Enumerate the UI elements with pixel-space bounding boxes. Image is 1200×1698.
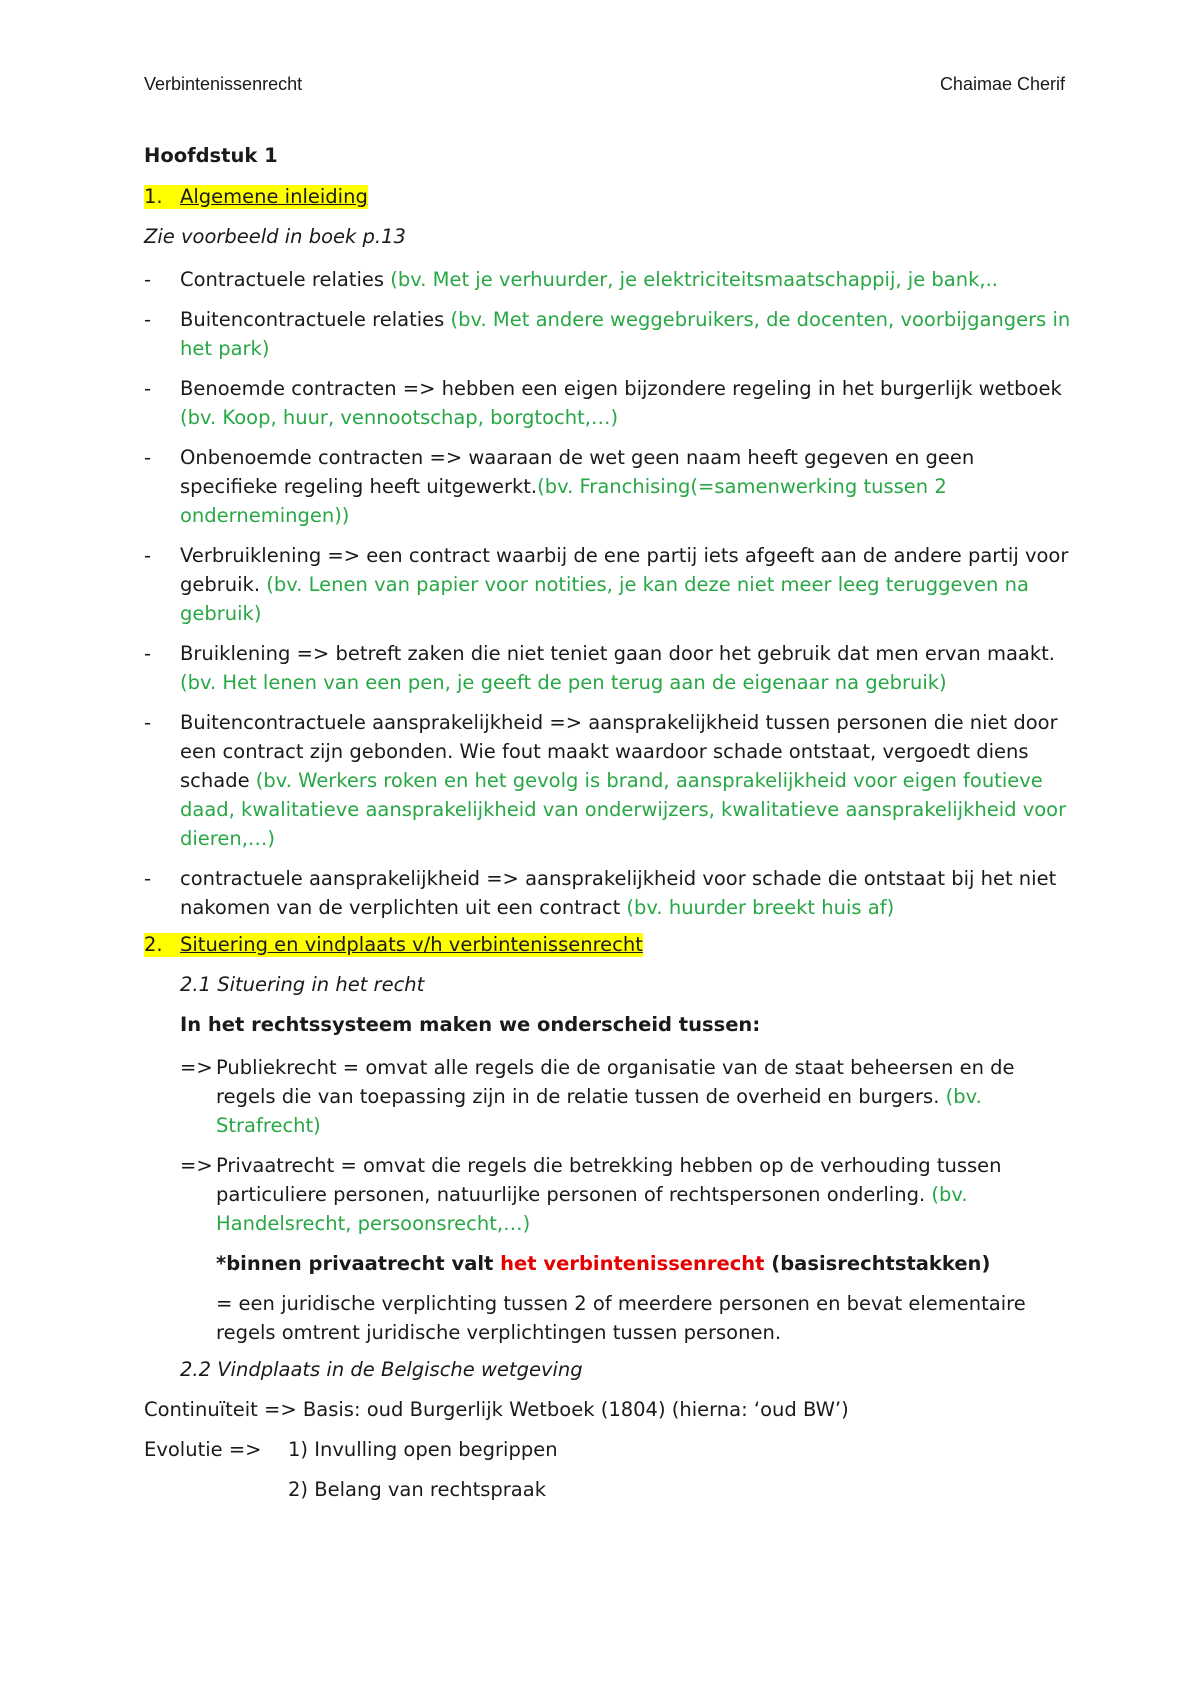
list-item-example: (bv. Werkers roken en het gevolg is brand, aansprakelijkheid voor eigen foutieve daad, kwalitatieve aansprakelijkheid van onderwijzers, kwalitatieve aansprakelijkheid voor dieren,…) [180,769,1067,850]
page-header [144,74,1065,95]
section-2-number: 2. [144,933,180,957]
list-item [144,708,1074,853]
section-1-title: Algemene inleiding [180,185,368,208]
obligation-definition: = een juridische verplichting tussen 2 of meerdere personen en bevat elementaire regels omtrent juridische verplichtingen tussen personen. [216,1292,1026,1344]
public-law-example: (bv. Strafrecht) [216,1085,982,1137]
section-2-heading [144,933,1074,957]
subsection-2-1-title: 2.1 Situering in het recht [180,973,425,996]
obligations-law-note [216,1249,1074,1278]
list-bullet: - [144,867,152,890]
arrow-marker: => [180,1056,213,1079]
private-law-text: Privaatrecht = omvat die regels die betrekking hebben op de verhouding tussen particuliere personen, natuurlijke personen of rechtspersonen onderling. [216,1154,1002,1206]
list-item-example: (bv. Lenen van papier voor notities, je kan deze niet meer leeg teruggeven na gebruik) [180,573,1029,625]
list-item [144,443,1074,530]
section-1-heading [144,185,1074,209]
section-2-title: Situering en vindplaats v/h verbintenissenrecht [180,933,643,956]
private-law-item [180,1151,1074,1238]
obligations-law-highlight: het verbintenissenrecht [500,1252,765,1275]
list-item [144,639,1074,697]
list-item [144,305,1074,363]
list-item [144,541,1074,628]
continuity-line: Continuïteit => Basis: oud Burgerlijk Wetboek (1804) (hierna: ‘oud BW’) [144,1398,849,1421]
public-law-text: Publiekrecht = omvat alle regels die de organisatie van de staat beheersen en de regels die van toepassing zijn in de relatie tussen de overheid en burgers. [216,1056,1015,1108]
list-item-text: Bruiklening => betreft zaken die niet teniet gaan door het gebruik dat men ervan maakt. [180,642,1055,665]
list-item-text: Verbruiklening => een contract waarbij de ene partij iets afgeeft aan de andere partij voor gebruik. [180,544,1069,596]
evolution-point: 1) Invulling open begrippen [288,1438,558,1461]
chapter-title: Hoofdstuk 1 [144,144,278,167]
header-author: Chaimae Cherif [939,74,1065,94]
list-bullet: - [144,711,152,734]
obligations-law-note-before: *binnen privaatrecht valt [216,1252,501,1275]
private-law-example: (bv. Handelsrecht, persoonsrecht,…) [216,1183,968,1235]
list-item-example: (bv. Het lenen van een pen, je geeft de pen terug aan de eigenaar na gebruik) [180,671,947,694]
evolution-block [144,1438,1074,1462]
book-reference-note: Zie voorbeeld in boek p.13 [144,225,406,248]
section-1-number: 1. [144,185,180,209]
list-bullet: - [144,544,152,567]
document-body [144,144,1074,1518]
arrow-marker: => [180,1154,213,1177]
legal-system-intro: In het rechtssysteem maken we onderscheid tussen: [180,1013,761,1036]
evolution-point: 2) Belang van rechtspraak [288,1478,546,1501]
list-item-example: (bv. Met je verhuurder, je elektriciteitsmaatschappij, je bank,.. [390,268,998,291]
list-item [144,374,1074,432]
subsection-2-2-title: 2.2 Vindplaats in de Belgische wetgeving [180,1358,583,1381]
list-bullet: - [144,446,152,469]
list-item-example: (bv. Koop, huur, vennootschap, borgtocht,…) [180,406,619,429]
list-item-text: Contractuele relaties [180,268,391,291]
list-item [144,864,1074,922]
evolution-label: Evolutie => [144,1438,262,1461]
list-item-text: Buitencontractuele aansprakelijkheid => aansprakelijkheid tussen personen die niet door een contract zijn gebonden. Wie fout maakt waardoor schade ontstaat, vergoedt diens schade [180,711,1058,792]
evolution-block-2 [144,1478,1074,1502]
list-item-example: (bv. Franchising(=samenwerking tussen 2 ondernemingen)) [180,475,947,527]
evolution-spacer [144,1478,288,1502]
list-bullet: - [144,268,152,291]
list-item-example: (bv. huurder breekt huis af) [626,896,895,919]
list-item [144,265,1074,294]
list-bullet: - [144,642,152,665]
header-course-title: Verbintenissenrecht [144,74,303,94]
list-item-text: contractuele aansprakelijkheid => aansprakelijkheid voor schade die ontstaat bij het niet nakomen van de verplichten uit een contract [180,867,1057,919]
list-bullet: - [144,377,152,400]
obligations-law-note-after: (basisrechtstakken) [764,1252,991,1275]
list-item-text: Onbenoemde contracten => waaraan de wet geen naam heeft gegeven en geen specifieke regeling heeft uitgewerkt. [180,446,975,498]
public-law-item [180,1053,1074,1140]
definition-list [144,265,1074,922]
list-item-example: (bv. Met andere weggebruikers, de docenten, voorbijgangers in het park) [180,308,1071,360]
list-item-text: Benoemde contracten => hebben een eigen bijzondere regeling in het burgerlijk wetboek [180,377,1062,400]
list-item-text: Buitencontractuele relaties [180,308,451,331]
list-bullet: - [144,308,152,331]
